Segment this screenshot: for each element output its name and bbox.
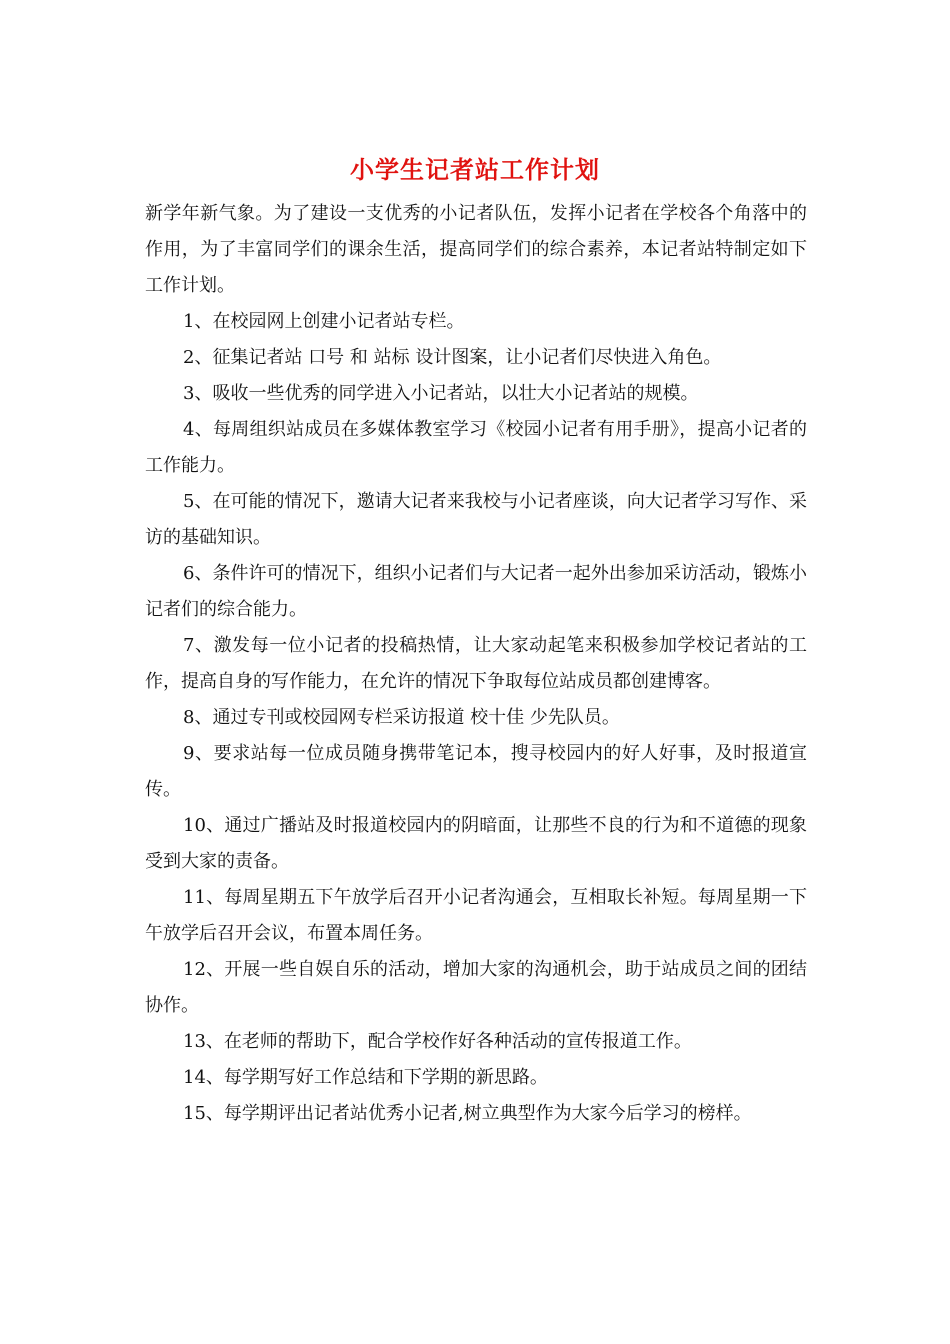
list-item: 15、每学期评出记者站优秀小记者,树立典型作为大家今后学习的榜样。 xyxy=(183,1103,752,1124)
document-title: 小学生记者站工作计划 xyxy=(350,155,600,184)
list-item: 14、每学期写好工作总结和下学期的新思路。 xyxy=(183,1067,548,1088)
list-item: 3、吸收一些优秀的同学进入小记者站，以壮大小记者站的规模。 xyxy=(183,383,699,404)
list-item: 11、每周星期五下午放学后召开小记者沟通会，互相取长补短。每周星期一下午放学后召开会议，布置本周任务。 xyxy=(145,887,807,944)
list-item: 6、条件许可的情况下，组织小记者们与大记者一起外出参加采访活动，锻炼小记者们的综合能力。 xyxy=(145,563,807,620)
list-item: 13、在老师的帮助下，配合学校作好各种活动的宣传报道工作。 xyxy=(183,1031,692,1052)
list-item: 1、在校园网上创建小记者站专栏。 xyxy=(183,311,465,332)
list-item: 2、征集记者站 口号 和 站标 设计图案，让小记者们尽快进入角色。 xyxy=(183,347,722,368)
list-item: 10、通过广播站及时报道校园内的阴暗面，让那些不良的行为和不道德的现象受到大家的责备。 xyxy=(145,815,807,872)
list-item: 8、通过专刊或校园网专栏采访报道 校十佳 少先队员。 xyxy=(183,707,620,728)
intro-paragraph: 新学年新气象。为了建设一支优秀的小记者队伍，发挥小记者在学校各个角落中的作用，为了丰富同学们的课余生活，提高同学们的综合素养，本记者站特制定如下工作计划。 xyxy=(145,203,807,296)
list-item: 4、每周组织站成员在多媒体教室学习《校园小记者有用手册》，提高小记者的工作能力。 xyxy=(145,419,807,476)
list-item: 9、要求站每一位成员随身携带笔记本，搜寻校园内的好人好事，及时报道宣传。 xyxy=(145,743,807,800)
document-body xyxy=(145,196,807,1132)
list-item: 5、在可能的情况下，邀请大记者来我校与小记者座谈，向大记者学习写作、采访的基础知识。 xyxy=(145,491,807,548)
list-item: 12、开展一些自娱自乐的活动，增加大家的沟通机会，助于站成员之间的团结协作。 xyxy=(145,959,807,1016)
list-item: 7、激发每一位小记者的投稿热情，让大家动起笔来积极参加学校记者站的工作，提高自身的写作能力，在允许的情况下争取每位站成员都创建博客。 xyxy=(145,635,807,692)
